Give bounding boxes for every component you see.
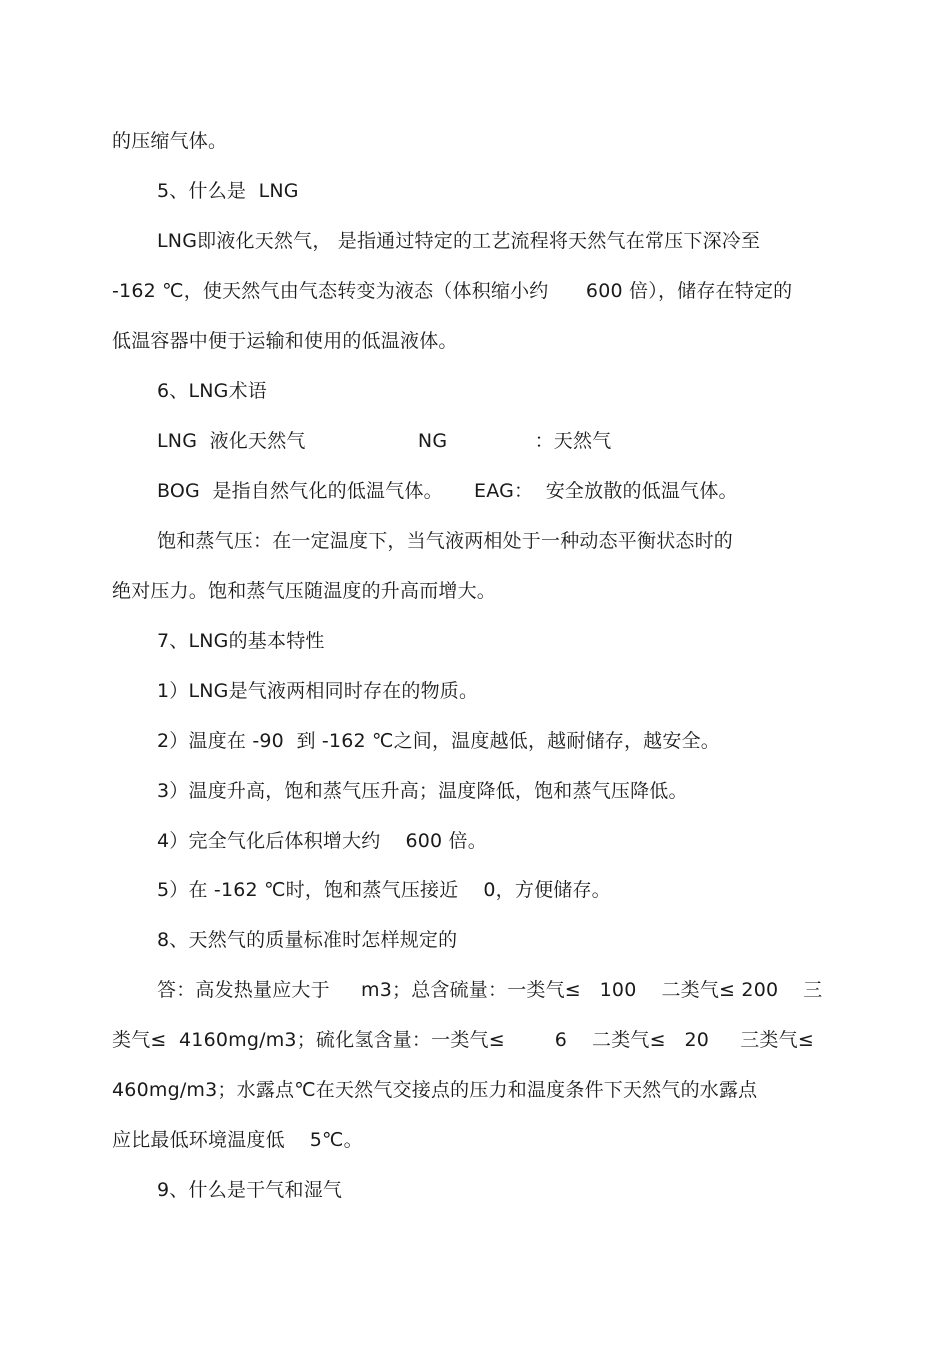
section-heading: 6、LNG术语 xyxy=(157,380,268,402)
text-line: -162 ℃，使天然气由气态转变为液态（体积缩小约 600 倍），储存在特定的 xyxy=(112,280,793,302)
text-line: 460mg/m3；水露点℃在天然气交接点的压力和温度条件下天然气的水露点 xyxy=(112,1079,758,1101)
list-item: 4）完全气化后体积增大约 600 倍。 xyxy=(157,830,487,852)
list-item: 1）LNG是气液两相同时存在的物质。 xyxy=(157,680,479,702)
section-heading: 5、什么是 LNG xyxy=(157,180,299,202)
text-line: 类气≤ 4160mg/m3；硫化氢含量：一类气≤ 6 二类气≤ 20 三类气≤ xyxy=(112,1029,814,1051)
text-line: BOG 是指自然气化的低温气体。 EAG： 安全放散的低温气体。 xyxy=(157,480,738,502)
text-line: LNG 液化天然气 NG ：天然气 xyxy=(157,430,612,452)
list-item: 3）温度升高，饱和蒸气压升高；温度降低，饱和蒸气压降低。 xyxy=(157,780,688,802)
list-item: 2）温度在 -90 到 -162 ℃之间，温度越低，越耐储存，越安全。 xyxy=(157,730,720,752)
list-item: 5）在 -162 ℃时，饱和蒸气压接近 0，方便储存。 xyxy=(157,879,611,901)
text-line: 应比最低环境温度低 5℃。 xyxy=(112,1129,363,1151)
section-heading: 8、天然气的质量标准时怎样规定的 xyxy=(157,929,458,951)
text-line: LNG即液化天然气， 是指通过特定的工艺流程将天然气在常压下深冷至 xyxy=(157,230,761,252)
section-heading: 7、LNG的基本特性 xyxy=(157,630,325,652)
text-line: 的压缩气体。 xyxy=(112,130,228,152)
section-heading: 9、什么是干气和湿气 xyxy=(157,1179,343,1201)
text-line: 答：高发热量应大于 m3；总含硫量：一类气≤ 100 二类气≤ 200 三 xyxy=(157,979,823,1001)
text-line: 饱和蒸气压：在一定温度下，当气液两相处于一种动态平衡状态时的 xyxy=(157,530,734,552)
text-line: 低温容器中便于运输和使用的低温液体。 xyxy=(112,330,458,352)
text-line: 绝对压力。饱和蒸气压随温度的升高而增大。 xyxy=(112,580,497,602)
